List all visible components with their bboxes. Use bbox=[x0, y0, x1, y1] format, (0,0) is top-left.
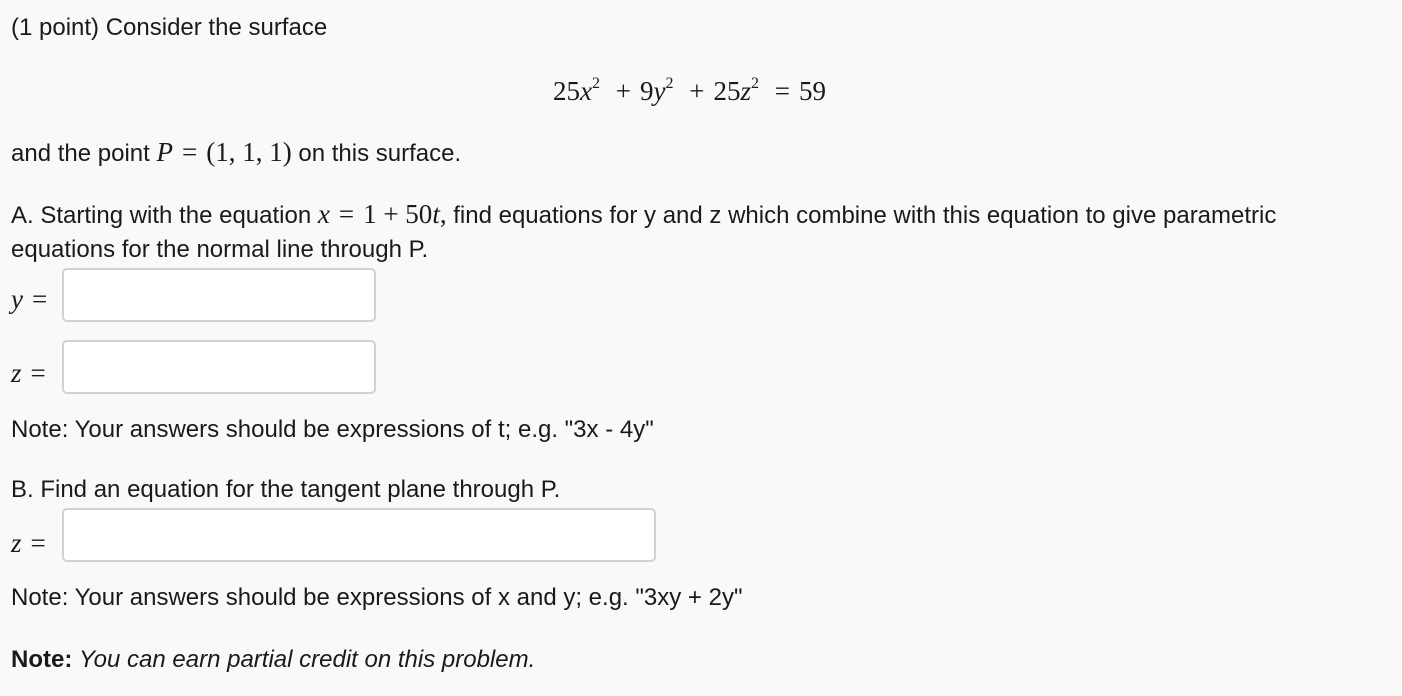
point-statement bbox=[11, 136, 461, 170]
y-answer-input[interactable] bbox=[62, 268, 376, 322]
point-suffix: on this surface. bbox=[298, 140, 462, 167]
partial-credit-note bbox=[11, 644, 535, 676]
tangent-plane-input[interactable] bbox=[62, 508, 656, 562]
coef-3: 25 bbox=[713, 76, 741, 106]
y-var: y bbox=[11, 284, 23, 314]
point-prefix: and the point bbox=[11, 140, 150, 167]
part-a-note: Note: Your answers should be expressions of t; e.g. "3x - 4y" bbox=[11, 416, 654, 443]
surface-equation bbox=[553, 74, 826, 108]
y-equals-label bbox=[11, 284, 56, 315]
part-a-prompt-line2: equations for the normal line through P. bbox=[11, 236, 429, 263]
part-a-prompt bbox=[11, 198, 1276, 232]
part-a-prefix: A. Starting with the equation bbox=[11, 202, 312, 229]
z-var-b: z bbox=[11, 528, 22, 558]
z-equals-label-b bbox=[11, 528, 55, 559]
coef-2: 9 bbox=[639, 76, 654, 106]
plus-2: + bbox=[689, 76, 705, 106]
plus-1: + bbox=[615, 76, 631, 106]
part-a-comma: , bbox=[439, 199, 447, 229]
part-a-rhs: 1 + 50 bbox=[363, 199, 433, 229]
part-a-var-x: x bbox=[317, 199, 330, 229]
point-var: P bbox=[156, 137, 173, 167]
problem-header bbox=[11, 12, 327, 44]
note-text: You can earn partial credit on this problem. bbox=[79, 646, 536, 673]
part-a-equals: = bbox=[338, 199, 355, 229]
point-value: (1, 1, 1) bbox=[206, 137, 292, 167]
equals-sign: = bbox=[774, 76, 790, 106]
note-label: Note: bbox=[11, 646, 73, 673]
z-equals-a: = bbox=[30, 358, 46, 388]
part-b-prompt: B. Find an equation for the tangent plane through P. bbox=[11, 476, 561, 503]
z-equals-label-a bbox=[11, 358, 55, 389]
exp-1: 2 bbox=[591, 75, 600, 92]
coef-1: 25 bbox=[553, 76, 580, 106]
z-var-a: z bbox=[11, 358, 22, 388]
var-z: z bbox=[740, 76, 751, 106]
point-equals: = bbox=[181, 137, 198, 167]
exp-2: 2 bbox=[665, 75, 674, 92]
z-equals-b: = bbox=[30, 528, 46, 558]
intro-text: Consider the surface bbox=[105, 14, 328, 41]
part-b-note: Note: Your answers should be expressions of x and y; e.g. "3xy + 2y" bbox=[11, 584, 743, 611]
exp-3: 2 bbox=[750, 75, 759, 92]
z-answer-input-a[interactable] bbox=[62, 340, 376, 394]
points-label: (1 point) bbox=[11, 14, 100, 41]
y-equals: = bbox=[31, 284, 48, 314]
part-a-rhs-var: t bbox=[432, 199, 440, 229]
var-y: y bbox=[653, 76, 666, 106]
rhs-value: 59 bbox=[798, 76, 826, 106]
var-x: x bbox=[580, 76, 592, 106]
part-a-suffix: find equations for y and z which combine with this equation to give parametric bbox=[453, 202, 1277, 229]
